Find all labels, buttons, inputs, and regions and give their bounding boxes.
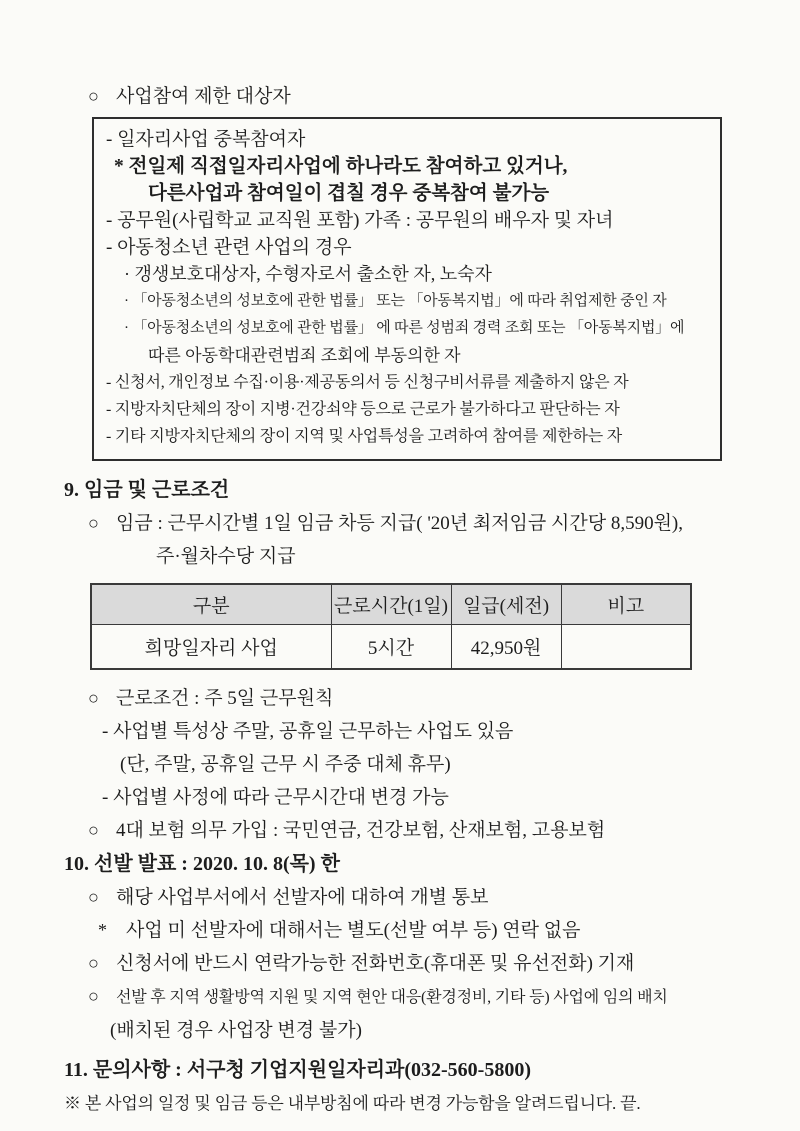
table-cell-note	[561, 625, 691, 670]
work-condition-text: 근로조건 : 주 5일 근무원칙	[116, 688, 334, 709]
box-line: - 지방자치단체의 장이 지병·건강쇠약 등으로 근로가 불가하다고 판단하는 자	[106, 401, 620, 418]
box-line: · 「아동청소년의 성보호에 관한 법률」 또는 「아동복지법」에 따라 취업제한 중인 자	[124, 293, 667, 309]
table-header-dailypay: 일급(세전)	[451, 584, 561, 625]
selection-item	[88, 881, 764, 914]
selection-item-continuation: (배치된 경우 사업장 변경 불가)	[110, 1020, 362, 1041]
circle-bullet: ○	[88, 887, 99, 907]
table-cell-hours: 5시간	[331, 625, 451, 670]
section-9-heading: 9. 임금 및 근로조건	[64, 479, 230, 501]
box-line: * 전일제 직접일자리사업에 하나라도 참여하고 있거나,	[114, 156, 568, 177]
selection-item-text: 해당 사업부서에서 선발자에 대하여 개별 통보	[116, 887, 489, 908]
wage-table-row	[91, 625, 691, 670]
circle-bullet: ○	[88, 688, 99, 708]
restriction-heading-label: 사업참여 제한 대상자	[116, 86, 291, 107]
selection-item-note	[98, 914, 764, 947]
wage-table	[90, 583, 692, 670]
box-line: 다른사업과 참여일이 겹칠 경우 중복참여 불가능	[148, 183, 550, 204]
selection-item	[88, 947, 764, 980]
box-line: - 일자리사업 중복참여자	[106, 129, 306, 150]
wage-line	[88, 507, 764, 540]
box-line: - 공무원(사립학교 교직원 포함) 가족 : 공무원의 배우자 및 자녀	[106, 210, 614, 231]
circle-bullet: ○	[88, 86, 99, 106]
box-line: - 신청서, 개인정보 수집·이용·제공동의서 등 신청구비서류를 제출하지 않은 자	[106, 374, 629, 391]
box-line: - 기타 지방자치단체의 장이 지역 및 사업특성을 고려하여 참여를 제한하는 자	[106, 428, 623, 445]
table-header-hours: 근로시간(1일)	[331, 584, 451, 625]
wage-line-text: 임금 : 근무시간별 1일 임금 차등 지급( '20년 최저임금 시간당 8,590원),	[116, 513, 683, 534]
selection-item-text: 사업 미 선발자에 대해서는 별도(선발 여부 등) 연락 없음	[126, 920, 581, 941]
condition-sub-line: - 사업별 특성상 주말, 공휴일 근무하는 사업도 있음	[102, 721, 514, 742]
table-header-note: 비고	[561, 584, 691, 625]
insurance-line	[88, 814, 764, 847]
restriction-box	[92, 117, 722, 461]
selection-item-text: 신청서에 반드시 연락가능한 전화번호(휴대폰 및 유선전화) 기재	[116, 953, 635, 974]
selection-item	[88, 980, 764, 1014]
wage-table-header-row	[91, 584, 691, 625]
work-condition-line	[88, 682, 764, 715]
restriction-heading	[88, 80, 764, 113]
insurance-text: 4대 보험 의무 가입 : 국민연금, 건강보험, 산재보험, 고용보험	[116, 820, 606, 841]
circle-bullet: ○	[88, 953, 99, 973]
table-cell-category: 희망일자리 사업	[91, 625, 331, 670]
box-line: · 「아동청소년의 성보호에 관한 법률」 에 따른 성범죄 경력 조회 또는 「아동복지법」에	[124, 320, 685, 336]
box-line: · 갱생보호대상자, 수형자로서 출소한 자, 노숙자	[124, 264, 492, 284]
box-line: 따른 아동학대관련범죄 조회에 부동의한 자	[148, 346, 461, 365]
table-header-category: 구분	[91, 584, 331, 625]
box-line: - 아동청소년 관련 사업의 경우	[106, 237, 352, 258]
section-11-heading: 11. 문의사항 : 서구청 기업지원일자리과(032-560-5800)	[64, 1059, 531, 1081]
circle-bullet: ○	[88, 986, 99, 1006]
circle-bullet: ○	[88, 820, 99, 840]
circle-bullet: ○	[88, 513, 99, 533]
wage-line-continuation: 주·월차수당 지급	[156, 546, 296, 567]
condition-sub-line: (단, 주말, 공휴일 근무 시 주중 대체 휴무)	[120, 754, 451, 775]
asterisk-marker: *	[98, 920, 107, 940]
selection-item-text: 선발 후 지역 생활방역 지원 및 지역 현안 대응(환경정비, 기타 등) 사업에 임의 배치	[116, 989, 668, 1006]
condition-sub-line: - 사업별 사정에 따라 근무시간대 변경 가능	[102, 787, 449, 808]
table-cell-dailypay: 42,950원	[451, 625, 561, 670]
footnote: ※ 본 사업의 일정 및 임금 등은 내부방침에 따라 변경 가능함을 알려드립니다. 끝.	[64, 1094, 641, 1113]
section-10-heading: 10. 선발 발표 : 2020. 10. 8(목) 한	[64, 853, 340, 875]
